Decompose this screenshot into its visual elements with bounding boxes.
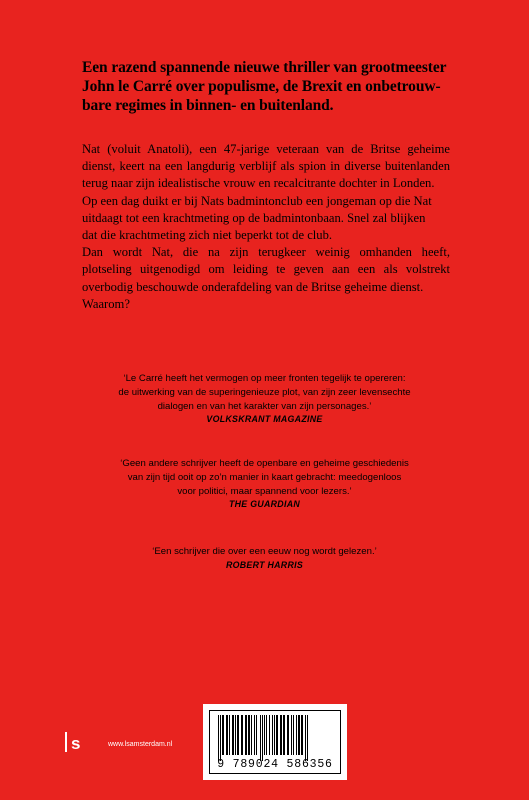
quote-line: dialogen en van het karakter van zijn personages.’	[157, 400, 372, 412]
barcode-panel	[203, 704, 347, 780]
quote-source: THE GUARDIAN	[228, 499, 301, 510]
synopsis-line: terug naar zijn idealistische vrouw en recalcitrante dochter in Londen.	[82, 176, 435, 191]
review-quote-guardian	[60, 457, 469, 512]
quote-source: VOLKSKRANT MAGAZINE	[206, 414, 323, 425]
lead-paragraph	[82, 58, 460, 115]
barcode	[209, 710, 341, 774]
synopsis-line: dat die krachtmeting zich niet beperkt tot de club.	[82, 228, 333, 243]
synopsis-line: Waarom?	[82, 296, 130, 311]
synopsis-line: Nat (voluit Anatoli), een 47-jarige veteraan van de Britse geheime	[82, 142, 450, 156]
synopsis-line: Op een dag duikt er bij Nats badmintonclub een jongeman op die Nat	[82, 193, 432, 208]
quote-line: ‘Een schrijver die over een eeuw nog wordt gelezen.’	[152, 546, 377, 557]
isbn-number: 9 789024 586356	[217, 758, 333, 771]
quote-line: ‘Geen andere schrijver heeft de openbare en geheime geschiedenis	[120, 458, 409, 469]
lead-line: Een razend spannende nieuwe thriller van grootmeester	[82, 59, 447, 76]
barcode-bars	[216, 715, 336, 761]
lead-line: bare regimes in binnen- en buitenland.	[82, 97, 334, 114]
synopsis-line: uitdaagt tot een krachtmeting op de badmintonbaan. Snel zal blijken	[82, 210, 426, 225]
synopsis-line: dienst, keert na een langdurig verblijf als spion in diverse buitenlanden	[82, 159, 450, 174]
review-quote-harris	[60, 545, 469, 573]
publisher-logo-bar	[65, 732, 67, 752]
quote-line: voor politici, maar spannend voor lezers.’	[177, 485, 352, 497]
synopsis-line: Dan wordt Nat, die na zijn terugkeer weinig omhanden heeft,	[82, 245, 450, 260]
quote-line: de uitwerking van de superingenieuze plot, van zijn zeer levensechte	[118, 386, 411, 398]
quote-line: van zijn tijd ooit op zo’n manier in kaart gebracht: meedogenloos	[127, 471, 402, 483]
synopsis	[82, 141, 450, 313]
lead-line: John le Carré over populisme, de Brexit en onbetrouw-	[82, 78, 441, 95]
synopsis-line: plotseling uitgenodigd om leiding te geven aan een als volstrekt	[82, 262, 450, 277]
publisher-logo-letter: s	[71, 734, 81, 753]
synopsis-line: overbodig beschouwde onderafdeling van de Britse geheime dienst.	[82, 279, 424, 294]
publisher-url: www.lsamsterdam.nl	[108, 741, 173, 748]
publisher-logo	[65, 732, 80, 752]
review-quote-volkskrant	[60, 372, 469, 427]
quote-line: ‘Le Carré heeft het vermogen op meer fronten tegelijk te opereren:	[123, 373, 406, 384]
quote-source: ROBERT HARRIS	[225, 559, 304, 570]
